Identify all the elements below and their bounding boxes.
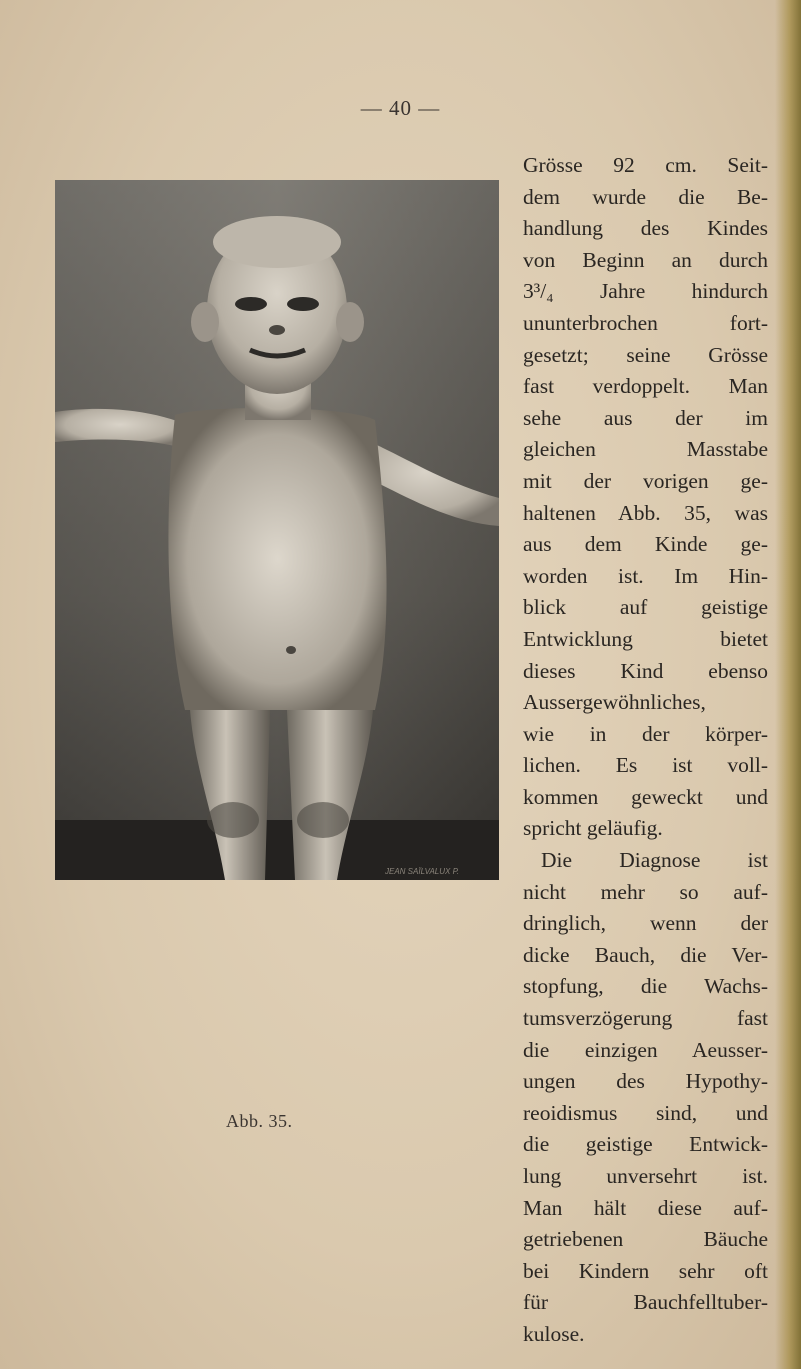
body-text-line: fast verdoppelt. Man [523, 374, 768, 399]
body-text-line: Entwicklung bietet [523, 626, 768, 651]
body-text-line: lichen. Es ist voll- [523, 753, 768, 778]
body-text-line: aus dem Kinde ge- [523, 532, 768, 557]
body-text-line: dringlich, wenn der [523, 911, 768, 936]
body-text-line: bei Kindern sehr oft [523, 1258, 768, 1283]
body-text-line: haltenen Abb. 35, was [523, 500, 768, 525]
body-text-line: dem wurde die Be- [523, 184, 768, 209]
body-text-line: mit der vorigen ge- [523, 468, 768, 493]
body-text-line: nicht mehr so auf- [523, 879, 768, 904]
page-edge-shadow [775, 0, 801, 1369]
body-text-line: von Beginn an durch [523, 247, 768, 272]
body-text-line: wie in der körper- [523, 721, 768, 746]
body-text-line: die einzigen Aeusser- [523, 1037, 768, 1062]
body-text-line: Die Diagnose ist [541, 848, 768, 873]
body-text-line: Grösse 92 cm. Seit- [523, 153, 768, 177]
body-text-line: gleichen Masstabe [523, 437, 768, 462]
body-text-line: für Bauchfelltuber- [523, 1290, 768, 1315]
body-text-line: ununterbrochen fort- [523, 310, 768, 335]
body-text-line: sehe aus der im [523, 405, 768, 430]
body-text-line: lung unversehrt ist. [523, 1164, 768, 1188]
body-text-line: die geistige Entwick- [523, 1132, 768, 1157]
body-text-line: Man hält diese auf- [523, 1195, 768, 1220]
body-text-line: worden ist. Im Hin- [523, 563, 768, 588]
body-text-line: dieses Kind ebenso [523, 658, 768, 683]
body-text-line: reoidismus sind, und [523, 1100, 768, 1125]
body-text-line: getriebenen Bäuche [523, 1227, 768, 1252]
figure-caption: Abb. 35. [226, 1111, 293, 1131]
torso [168, 408, 386, 710]
body-text-line: 3³/₄ Jahre hindurch [523, 279, 768, 304]
body-text-line: spricht geläufig. [523, 816, 663, 841]
body-text-line: gesetzt; seine Grösse [523, 342, 768, 367]
body-text-line: handlung des Kindes [523, 216, 768, 241]
body-text-line: kulose. [523, 1321, 585, 1346]
body-text-line: stopfung, die Wachs- [523, 974, 768, 999]
body-text-line: tumsverzögerung fast [523, 1006, 768, 1031]
body-text-line: kommen geweckt und [523, 784, 768, 809]
page-number: — 40 — [360, 96, 441, 120]
body-text-line: blick auf geistige [523, 595, 768, 620]
photographer-mark: JEAN SAÏLVALUX P. [385, 867, 460, 876]
body-text-line: Aussergewöhnliches, [523, 690, 706, 715]
figure-photo [55, 180, 499, 880]
body-text-column [523, 150, 768, 1351]
child-photograph [55, 180, 499, 880]
body-text-line: dicke Bauch, die Ver- [523, 942, 768, 967]
body-text-line: ungen des Hypothy- [523, 1069, 768, 1094]
